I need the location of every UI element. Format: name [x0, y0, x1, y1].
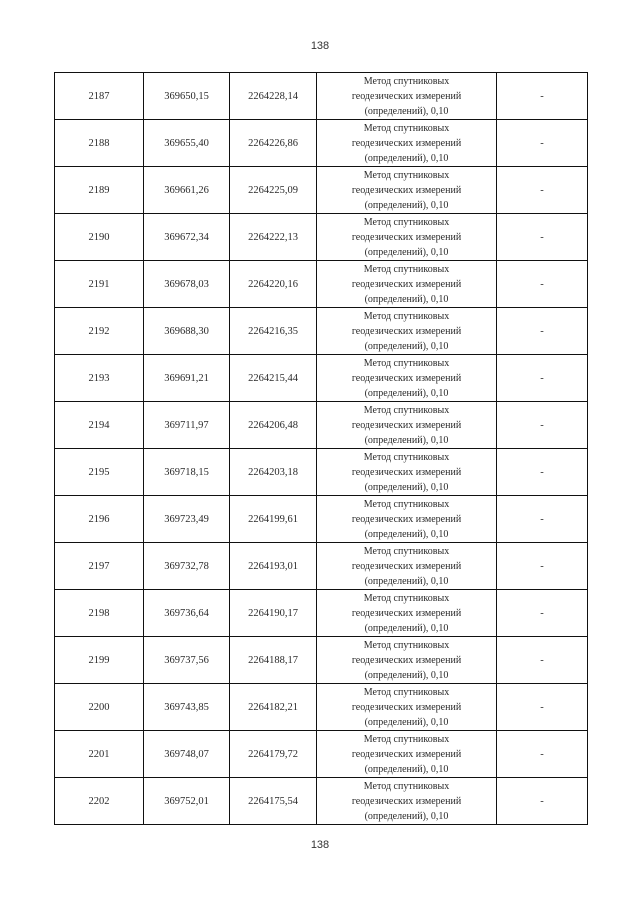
extra-cell: -	[497, 449, 588, 496]
method-line: Метод спутниковых	[363, 216, 450, 228]
method-line: геодезических измерений	[351, 325, 462, 337]
method-line: (определений), 0,10	[364, 716, 449, 728]
method-line: геодезических измерений	[351, 795, 462, 807]
table-row	[55, 355, 588, 402]
method-line: геодезических измерений	[351, 701, 462, 713]
point-number-cell: 2197	[55, 543, 144, 590]
point-number-cell: 2195	[55, 449, 144, 496]
y-coordinate-cell: 2264226,86	[230, 120, 317, 167]
point-number-cell: 2194	[55, 402, 144, 449]
y-coordinate-cell: 2264188,17	[230, 637, 317, 684]
y-coordinate-cell: 2264182,21	[230, 684, 317, 731]
method-line: геодезических измерений	[351, 466, 462, 478]
method-cell	[317, 637, 497, 684]
x-coordinate-cell: 369732,78	[144, 543, 230, 590]
method-cell	[317, 402, 497, 449]
table-row	[55, 543, 588, 590]
method-cell	[317, 731, 497, 778]
table-row	[55, 167, 588, 214]
method-line: Метод спутниковых	[363, 451, 450, 463]
x-coordinate-cell: 369718,15	[144, 449, 230, 496]
method-line: геодезических измерений	[351, 748, 462, 760]
method-line: (определений), 0,10	[364, 763, 449, 775]
extra-cell: -	[497, 543, 588, 590]
method-line: Метод спутниковых	[363, 357, 450, 369]
method-line: геодезических измерений	[351, 513, 462, 525]
method-line: (определений), 0,10	[364, 152, 449, 164]
y-coordinate-cell: 2264228,14	[230, 73, 317, 120]
table-row	[55, 449, 588, 496]
method-cell	[317, 543, 497, 590]
extra-cell: -	[497, 684, 588, 731]
method-cell	[317, 590, 497, 637]
method-line: (определений), 0,10	[364, 246, 449, 258]
x-coordinate-cell: 369672,34	[144, 214, 230, 261]
method-line: Метод спутниковых	[363, 733, 450, 745]
method-line: (определений), 0,10	[364, 105, 449, 117]
table-row	[55, 637, 588, 684]
page-number-top: 138	[310, 40, 330, 52]
table-row	[55, 73, 588, 120]
y-coordinate-cell: 2264215,44	[230, 355, 317, 402]
x-coordinate-cell: 369650,15	[144, 73, 230, 120]
method-line: (определений), 0,10	[364, 340, 449, 352]
method-line: (определений), 0,10	[364, 528, 449, 540]
point-number-cell: 2187	[55, 73, 144, 120]
method-line: геодезических измерений	[351, 90, 462, 102]
table-row	[55, 261, 588, 308]
point-number-cell: 2198	[55, 590, 144, 637]
extra-cell: -	[497, 214, 588, 261]
method-cell	[317, 355, 497, 402]
method-line: Метод спутниковых	[363, 310, 450, 322]
extra-cell: -	[497, 261, 588, 308]
table-row	[55, 496, 588, 543]
table-row	[55, 402, 588, 449]
x-coordinate-cell: 369736,64	[144, 590, 230, 637]
y-coordinate-cell: 2264225,09	[230, 167, 317, 214]
x-coordinate-cell: 369661,26	[144, 167, 230, 214]
table-row	[55, 778, 588, 825]
x-coordinate-cell: 369752,01	[144, 778, 230, 825]
method-line: (определений), 0,10	[364, 293, 449, 305]
table-row	[55, 731, 588, 778]
x-coordinate-cell: 369691,21	[144, 355, 230, 402]
method-line: Метод спутниковых	[363, 780, 450, 792]
extra-cell: -	[497, 778, 588, 825]
method-line: (определений), 0,10	[364, 199, 449, 211]
method-cell	[317, 308, 497, 355]
table-row	[55, 120, 588, 167]
y-coordinate-cell: 2264190,17	[230, 590, 317, 637]
method-line: Метод спутниковых	[363, 169, 450, 181]
y-coordinate-cell: 2264179,72	[230, 731, 317, 778]
y-coordinate-cell: 2264222,13	[230, 214, 317, 261]
page-number-bottom: 138	[310, 839, 330, 851]
y-coordinate-cell: 2264193,01	[230, 543, 317, 590]
method-line: геодезических измерений	[351, 278, 462, 290]
extra-cell: -	[497, 731, 588, 778]
x-coordinate-cell: 369688,30	[144, 308, 230, 355]
method-line: Метод спутниковых	[363, 639, 450, 651]
table-row	[55, 214, 588, 261]
method-line: (определений), 0,10	[364, 387, 449, 399]
y-coordinate-cell: 2264203,18	[230, 449, 317, 496]
point-number-cell: 2202	[55, 778, 144, 825]
y-coordinate-cell: 2264206,48	[230, 402, 317, 449]
x-coordinate-cell: 369743,85	[144, 684, 230, 731]
x-coordinate-cell: 369678,03	[144, 261, 230, 308]
method-line: геодезических измерений	[351, 607, 462, 619]
point-number-cell: 2200	[55, 684, 144, 731]
method-line: Метод спутниковых	[363, 404, 450, 416]
table-row	[55, 684, 588, 731]
method-cell	[317, 214, 497, 261]
point-number-cell: 2188	[55, 120, 144, 167]
method-line: Метод спутниковых	[363, 592, 450, 604]
method-cell	[317, 261, 497, 308]
method-line: Метод спутниковых	[363, 545, 450, 557]
point-number-cell: 2189	[55, 167, 144, 214]
method-line: Метод спутниковых	[363, 686, 450, 698]
method-line: (определений), 0,10	[364, 669, 449, 681]
table-row	[55, 308, 588, 355]
point-number-cell: 2196	[55, 496, 144, 543]
x-coordinate-cell: 369723,49	[144, 496, 230, 543]
point-number-cell: 2193	[55, 355, 144, 402]
method-line: Метод спутниковых	[363, 122, 450, 134]
method-line: (определений), 0,10	[364, 622, 449, 634]
point-number-cell: 2192	[55, 308, 144, 355]
y-coordinate-cell: 2264199,61	[230, 496, 317, 543]
method-line: Метод спутниковых	[363, 75, 450, 87]
method-cell	[317, 449, 497, 496]
method-line: (определений), 0,10	[364, 575, 449, 587]
method-line: Метод спутниковых	[363, 498, 450, 510]
x-coordinate-cell: 369655,40	[144, 120, 230, 167]
method-cell	[317, 684, 497, 731]
coordinates-table	[54, 72, 588, 825]
x-coordinate-cell: 369737,56	[144, 637, 230, 684]
extra-cell: -	[497, 308, 588, 355]
extra-cell: -	[497, 355, 588, 402]
extra-cell: -	[497, 402, 588, 449]
method-line: геодезических измерений	[351, 372, 462, 384]
extra-cell: -	[497, 637, 588, 684]
y-coordinate-cell: 2264220,16	[230, 261, 317, 308]
method-line: геодезических измерений	[351, 560, 462, 572]
method-line: геодезических измерений	[351, 231, 462, 243]
method-line: геодезических измерений	[351, 419, 462, 431]
method-cell	[317, 120, 497, 167]
method-line: геодезических измерений	[351, 654, 462, 666]
method-cell	[317, 167, 497, 214]
method-cell	[317, 496, 497, 543]
method-cell	[317, 778, 497, 825]
method-line: (определений), 0,10	[364, 434, 449, 446]
extra-cell: -	[497, 120, 588, 167]
method-line: геодезических измерений	[351, 137, 462, 149]
point-number-cell: 2201	[55, 731, 144, 778]
point-number-cell: 2190	[55, 214, 144, 261]
method-line: геодезических измерений	[351, 184, 462, 196]
x-coordinate-cell: 369711,97	[144, 402, 230, 449]
extra-cell: -	[497, 73, 588, 120]
x-coordinate-cell: 369748,07	[144, 731, 230, 778]
table-row	[55, 590, 588, 637]
method-line: (определений), 0,10	[364, 810, 449, 822]
extra-cell: -	[497, 590, 588, 637]
extra-cell: -	[497, 167, 588, 214]
extra-cell: -	[497, 496, 588, 543]
coordinates-table-body	[55, 73, 588, 825]
method-line: (определений), 0,10	[364, 481, 449, 493]
method-cell	[317, 73, 497, 120]
y-coordinate-cell: 2264175,54	[230, 778, 317, 825]
y-coordinate-cell: 2264216,35	[230, 308, 317, 355]
point-number-cell: 2199	[55, 637, 144, 684]
point-number-cell: 2191	[55, 261, 144, 308]
method-line: Метод спутниковых	[363, 263, 450, 275]
